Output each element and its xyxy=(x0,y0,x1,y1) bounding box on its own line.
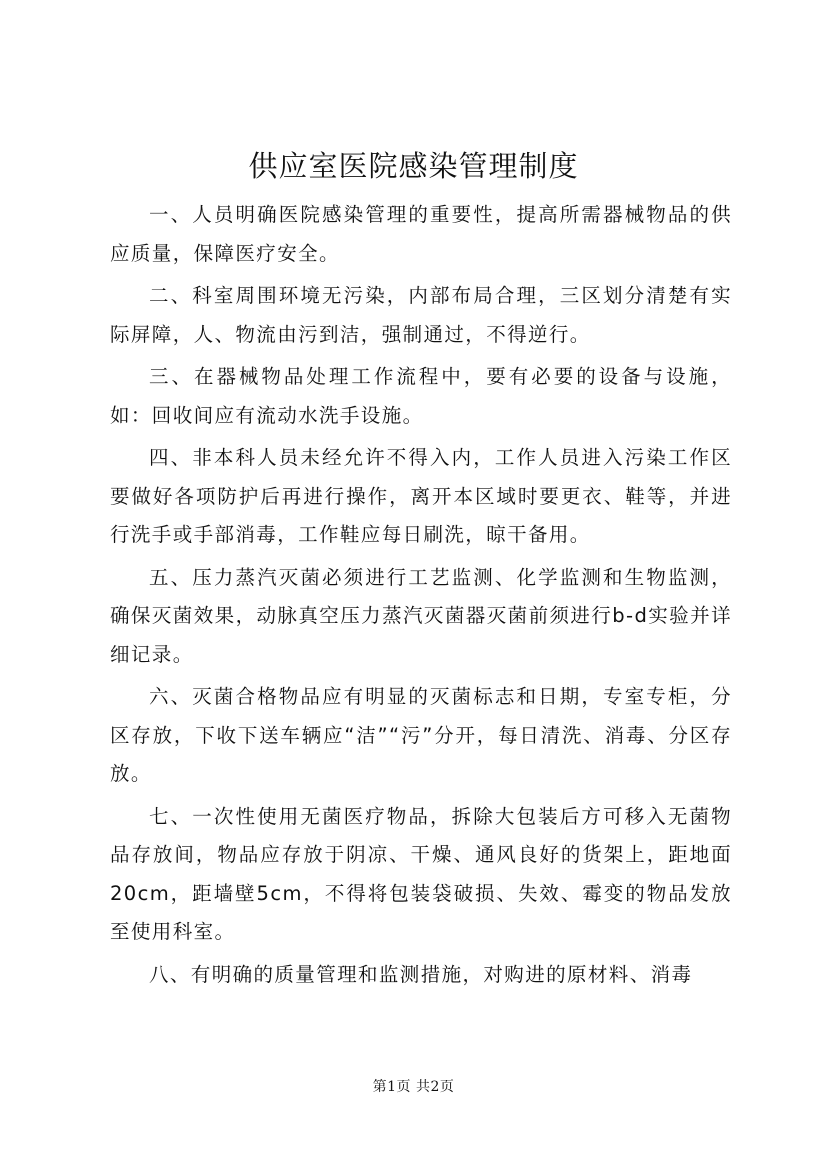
document-title: 供应室医院感染管理制度 xyxy=(248,149,579,183)
paragraph-8: 八、有明确的质量管理和监测措施，对购进的原材料、消毒 xyxy=(149,962,693,986)
paragraph-2: 二、科室周围环境无污染，内部布局合理，三区划分清楚有实际屏障，人、物流由污到洁，强制通过，不得逆行。 xyxy=(110,284,732,346)
paragraph-4: 四、非本科人员未经允许不得入内，工作人员进入污染工作区要做好各项防护后再进行操作，离开本区域时要更衣、鞋等，并进行洗手或手部消毒，工作鞋应每日刷洗，晾干备用。 xyxy=(110,446,732,546)
paragraph-3: 三、在器械物品处理工作流程中，要有必要的设备与设施，如：回收间应有流动水洗手设施。 xyxy=(110,365,732,427)
page-footer: 第1页 共2页 xyxy=(372,1079,455,1095)
paragraph-1: 一、人员明确医院感染管理的重要性，提高所需器械物品的供应质量，保障医疗安全。 xyxy=(110,203,732,265)
paragraph-5: 五、压力蒸汽灭菌必须进行工艺监测、化学监测和生物监测，确保灭菌效果，动脉真空压力蒸汽灭菌器灭菌前须进行b-d实验并详细记录。 xyxy=(110,565,732,666)
document-body xyxy=(110,196,732,998)
paragraph-6: 六、灭菌合格物品应有明显的灭菌标志和日期，专室专柜，分区存放，下收下送车辆应“洁”“污”分开，每日清洗、消毒、分区存放。 xyxy=(110,685,732,785)
paragraph-7: 七、一次性使用无菌医疗物品，拆除大包装后方可移入无菌物品存放间，物品应存放于阴凉、干燥、通风良好的货架上，距地面20cm，距墙壁5cm，不得将包装袋破损、失效、霉变的物品发放至使用科室。 xyxy=(110,804,732,943)
